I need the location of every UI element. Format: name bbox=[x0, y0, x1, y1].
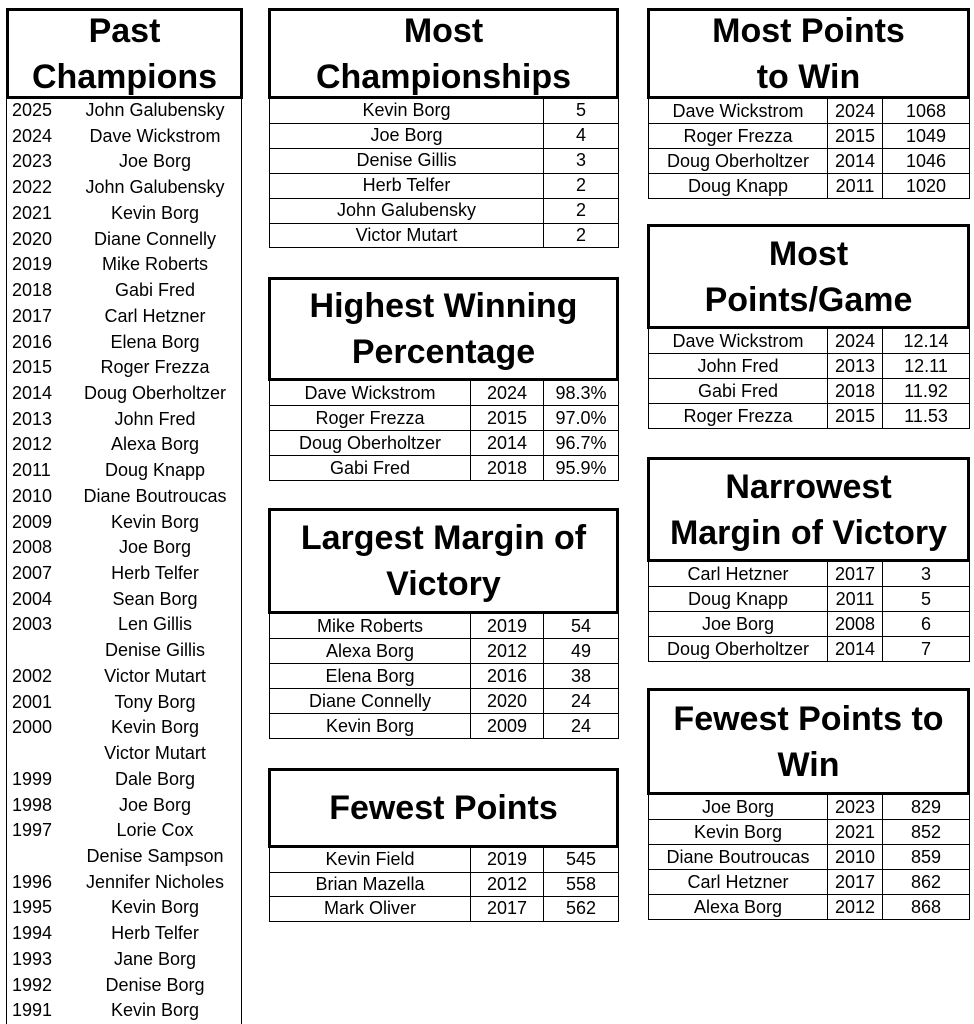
record-year-cell: 2018 bbox=[828, 379, 883, 404]
champion-row bbox=[7, 921, 241, 945]
record-row bbox=[270, 223, 619, 248]
champion-name: Dale Borg bbox=[114, 768, 196, 789]
record-name-cell: Doug Oberholtzer bbox=[270, 431, 471, 456]
record-name-cell: Roger Frezza bbox=[649, 124, 828, 149]
record-row bbox=[270, 689, 619, 714]
champion-year: 2010 bbox=[12, 485, 53, 506]
record-name-cell: Diane Connelly bbox=[270, 689, 471, 714]
record-row bbox=[649, 562, 970, 587]
highest-winning-percentage-table bbox=[269, 380, 619, 481]
record-row bbox=[270, 381, 619, 406]
champion-name: Diane Boutroucas bbox=[83, 485, 227, 506]
champion-name: Victor Mutart bbox=[104, 743, 206, 764]
record-name-cell: Carl Hetzner bbox=[649, 562, 828, 587]
champion-name: Denise Borg bbox=[105, 974, 205, 995]
most-points-to-win-table bbox=[648, 98, 970, 199]
record-year-cell: 2019 bbox=[471, 848, 544, 873]
record-year-cell: 2024 bbox=[828, 329, 883, 354]
champion-row bbox=[7, 612, 241, 636]
record-value-cell: 2 bbox=[544, 223, 619, 248]
champion-year: 2025 bbox=[12, 100, 53, 120]
record-year-cell: 2016 bbox=[471, 664, 544, 689]
champion-name: Joe Borg bbox=[118, 794, 192, 815]
champion-name: Kevin Borg bbox=[110, 897, 200, 918]
champion-year: 2021 bbox=[12, 202, 53, 223]
record-row bbox=[270, 714, 619, 739]
fewest-points-to-win-title-line1: Fewest Points to bbox=[673, 699, 944, 738]
champion-row bbox=[7, 793, 241, 817]
record-name-cell: Carl Hetzner bbox=[649, 870, 828, 895]
champion-row bbox=[7, 870, 241, 894]
record-value-cell: 24 bbox=[544, 689, 619, 714]
record-value-cell: 96.7% bbox=[544, 431, 619, 456]
record-value-cell: 4 bbox=[544, 123, 619, 148]
champion-name: Gabi Fred bbox=[114, 280, 196, 301]
record-name-cell: Gabi Fred bbox=[649, 379, 828, 404]
champion-row bbox=[7, 767, 241, 791]
record-row bbox=[270, 456, 619, 481]
champion-row bbox=[7, 407, 241, 431]
fewest-points-table bbox=[269, 847, 619, 922]
record-name-cell: Kevin Borg bbox=[270, 99, 544, 124]
champion-name: Joe Borg bbox=[118, 151, 192, 172]
champion-name: Diane Connelly bbox=[93, 228, 217, 249]
record-name-cell: Mike Roberts bbox=[270, 614, 471, 639]
champion-year: 2011 bbox=[12, 460, 51, 481]
most-points-per-game-title bbox=[647, 224, 970, 329]
champion-year: 2000 bbox=[12, 717, 53, 738]
champion-row bbox=[7, 432, 241, 456]
champion-year: 1993 bbox=[12, 948, 53, 969]
champion-name: Herb Telfer bbox=[111, 563, 199, 583]
record-row bbox=[649, 404, 970, 429]
champion-year: 2013 bbox=[12, 408, 53, 429]
record-value-cell: 868 bbox=[883, 895, 970, 920]
champion-year: 2001 bbox=[12, 691, 53, 712]
champion-year: 2020 bbox=[12, 228, 53, 249]
champion-row bbox=[7, 458, 241, 482]
champion-name: Roger Frezza bbox=[100, 357, 210, 378]
record-year-cell: 2014 bbox=[828, 149, 883, 174]
record-year-cell: 2011 bbox=[828, 587, 883, 612]
champion-year: 2014 bbox=[12, 382, 53, 403]
champion-row bbox=[7, 638, 241, 662]
record-name-cell: Kevin Borg bbox=[649, 820, 828, 845]
champion-year: 2012 bbox=[12, 434, 53, 455]
champion-name: Elena Borg bbox=[110, 331, 200, 352]
record-year-cell: 2024 bbox=[828, 99, 883, 124]
champion-year: 2018 bbox=[12, 280, 53, 301]
record-year-cell: 2021 bbox=[828, 820, 883, 845]
record-name-cell: Kevin Borg bbox=[270, 714, 471, 739]
record-name-cell: Roger Frezza bbox=[649, 404, 828, 429]
champion-year: 1997 bbox=[12, 820, 53, 841]
record-name-cell: Joe Borg bbox=[649, 795, 828, 820]
record-year-cell: 2017 bbox=[828, 870, 883, 895]
record-name-cell: Joe Borg bbox=[270, 123, 544, 148]
record-row bbox=[649, 870, 970, 895]
champion-name: Kevin Borg bbox=[110, 202, 200, 223]
champion-name: Jane Borg bbox=[113, 948, 197, 969]
most-championships-table bbox=[269, 98, 619, 248]
champion-year: 1991 bbox=[12, 1000, 53, 1021]
record-value-cell: 852 bbox=[883, 820, 970, 845]
champion-year: 1996 bbox=[12, 871, 53, 892]
fewest-points-title-line1: Fewest Points bbox=[329, 789, 558, 827]
record-row bbox=[270, 848, 619, 873]
champion-row bbox=[7, 973, 241, 997]
champion-year: 2009 bbox=[12, 511, 53, 532]
record-row bbox=[649, 149, 970, 174]
record-value-cell: 545 bbox=[544, 848, 619, 873]
champion-year: 2007 bbox=[12, 563, 53, 583]
record-value-cell: 829 bbox=[883, 795, 970, 820]
record-name-cell: Mark Oliver bbox=[270, 897, 471, 922]
record-value-cell: 95.9% bbox=[544, 456, 619, 481]
record-value-cell: 38 bbox=[544, 664, 619, 689]
record-value-cell: 859 bbox=[883, 845, 970, 870]
champion-row bbox=[7, 715, 241, 739]
record-name-cell: Elena Borg bbox=[270, 664, 471, 689]
record-name-cell: Doug Knapp bbox=[649, 174, 828, 199]
record-name-cell: Doug Oberholtzer bbox=[649, 149, 828, 174]
champion-year: 1992 bbox=[12, 974, 53, 995]
record-value-cell: 5 bbox=[883, 587, 970, 612]
record-year-cell: 2011 bbox=[828, 174, 883, 199]
record-row bbox=[649, 99, 970, 124]
record-name-cell: Kevin Field bbox=[270, 848, 471, 873]
champion-name: Lorie Cox bbox=[116, 820, 194, 841]
record-row bbox=[649, 795, 970, 820]
record-name-cell: Gabi Fred bbox=[270, 456, 471, 481]
record-value-cell: 1068 bbox=[883, 99, 970, 124]
record-year-cell: 2023 bbox=[828, 795, 883, 820]
record-year-cell: 2012 bbox=[471, 872, 544, 897]
record-value-cell: 558 bbox=[544, 872, 619, 897]
record-name-cell: Diane Boutroucas bbox=[649, 845, 828, 870]
largest-margin-title-line1: Largest Margin of bbox=[300, 519, 587, 557]
record-row bbox=[270, 198, 619, 223]
record-name-cell: Doug Oberholtzer bbox=[649, 637, 828, 662]
champion-name: Jennifer Nicholes bbox=[85, 871, 225, 892]
champion-name: Denise Gillis bbox=[104, 640, 206, 661]
record-value-cell: 1020 bbox=[883, 174, 970, 199]
champion-name: John Fred bbox=[114, 408, 196, 429]
record-row bbox=[270, 897, 619, 922]
champion-row bbox=[7, 510, 241, 534]
record-name-cell: Victor Mutart bbox=[270, 223, 544, 248]
record-value-cell: 97.0% bbox=[544, 406, 619, 431]
record-year-cell: 2009 bbox=[471, 714, 544, 739]
record-year-cell: 2017 bbox=[828, 562, 883, 587]
record-year-cell: 2014 bbox=[471, 431, 544, 456]
champion-name: Alexa Borg bbox=[110, 434, 200, 455]
record-year-cell: 2012 bbox=[828, 895, 883, 920]
champion-name: Carl Hetzner bbox=[104, 305, 206, 326]
narrowest-margin-title bbox=[647, 457, 970, 562]
record-year-cell: 2019 bbox=[471, 614, 544, 639]
record-year-cell: 2012 bbox=[471, 639, 544, 664]
record-row bbox=[649, 637, 970, 662]
champion-name: Herb Telfer bbox=[111, 923, 199, 944]
record-row bbox=[270, 614, 619, 639]
record-value-cell: 3 bbox=[544, 148, 619, 173]
record-row bbox=[270, 148, 619, 173]
narrowest-margin-table bbox=[648, 561, 970, 662]
champion-row bbox=[7, 304, 241, 328]
record-name-cell: Alexa Borg bbox=[649, 895, 828, 920]
record-row bbox=[649, 174, 970, 199]
highest-winning-percentage-title-line1: Highest Winning bbox=[309, 287, 578, 325]
most-championships-title-line1: Most bbox=[403, 11, 484, 50]
record-row bbox=[649, 379, 970, 404]
record-row bbox=[649, 354, 970, 379]
champion-row bbox=[7, 561, 241, 585]
record-value-cell: 1046 bbox=[883, 149, 970, 174]
record-row bbox=[649, 329, 970, 354]
past-champions-list bbox=[6, 97, 242, 1024]
past-champions-title bbox=[6, 8, 243, 99]
record-name-cell: John Galubensky bbox=[270, 198, 544, 223]
record-value-cell: 98.3% bbox=[544, 381, 619, 406]
fewest-points-title bbox=[268, 768, 619, 848]
most-points-per-game-title-line1: Most bbox=[768, 234, 849, 273]
record-row bbox=[270, 99, 619, 124]
champion-year: 2019 bbox=[12, 254, 53, 275]
champion-row bbox=[7, 330, 241, 354]
record-row bbox=[649, 895, 970, 920]
champion-row bbox=[7, 947, 241, 971]
record-year-cell: 2015 bbox=[828, 404, 883, 429]
record-year-cell: 2015 bbox=[471, 406, 544, 431]
champion-year: 1995 bbox=[12, 897, 53, 918]
champion-row bbox=[7, 741, 241, 765]
record-year-cell: 2015 bbox=[828, 124, 883, 149]
record-name-cell: Denise Gillis bbox=[270, 148, 544, 173]
record-value-cell: 1049 bbox=[883, 124, 970, 149]
champion-year: 2022 bbox=[12, 177, 53, 198]
champion-row bbox=[7, 381, 241, 405]
champion-year: 1999 bbox=[12, 768, 53, 789]
champion-year: 2024 bbox=[12, 125, 53, 146]
record-name-cell: Joe Borg bbox=[649, 612, 828, 637]
record-year-cell: 2014 bbox=[828, 637, 883, 662]
champion-year: 1998 bbox=[12, 794, 53, 815]
record-value-cell: 2 bbox=[544, 173, 619, 198]
champion-year: 2017 bbox=[12, 305, 53, 326]
record-name-cell: Dave Wickstrom bbox=[649, 329, 828, 354]
most-points-to-win-title-line1: Most Points bbox=[712, 11, 905, 50]
fewest-points-to-win-table bbox=[648, 794, 970, 920]
fewest-points-to-win-title-line2: Win bbox=[777, 745, 840, 784]
record-name-cell: John Fred bbox=[649, 354, 828, 379]
record-name-cell: Dave Wickstrom bbox=[270, 381, 471, 406]
record-row bbox=[270, 406, 619, 431]
champion-row bbox=[7, 690, 241, 714]
champion-row bbox=[7, 201, 241, 225]
record-year-cell: 2008 bbox=[828, 612, 883, 637]
champion-row bbox=[7, 535, 241, 559]
record-name-cell: Doug Knapp bbox=[649, 587, 828, 612]
record-row bbox=[649, 845, 970, 870]
champion-row bbox=[7, 252, 241, 276]
record-name-cell: Alexa Borg bbox=[270, 639, 471, 664]
record-row bbox=[270, 431, 619, 456]
largest-margin-table bbox=[269, 613, 619, 739]
champion-row bbox=[7, 587, 241, 611]
record-value-cell: 3 bbox=[883, 562, 970, 587]
record-value-cell: 11.92 bbox=[883, 379, 970, 404]
champion-name: Kevin Borg bbox=[110, 1000, 200, 1021]
record-value-cell: 2 bbox=[544, 198, 619, 223]
record-value-cell: 54 bbox=[544, 614, 619, 639]
most-points-per-game-title-line2: Points/Game bbox=[704, 280, 913, 319]
record-name-cell: Herb Telfer bbox=[270, 173, 544, 198]
champion-year: 2023 bbox=[12, 151, 53, 172]
record-row bbox=[649, 124, 970, 149]
champion-row bbox=[7, 149, 241, 173]
past-champions-title-line2: Champions bbox=[31, 57, 218, 96]
champion-row bbox=[7, 175, 241, 199]
record-row bbox=[649, 587, 970, 612]
champion-row bbox=[7, 664, 241, 688]
record-value-cell: 12.14 bbox=[883, 329, 970, 354]
most-points-per-game-table bbox=[648, 328, 970, 429]
record-year-cell: 2020 bbox=[471, 689, 544, 714]
champion-row bbox=[7, 484, 241, 508]
champion-row bbox=[7, 98, 241, 122]
champion-name: Dave Wickstrom bbox=[89, 125, 221, 146]
record-value-cell: 862 bbox=[883, 870, 970, 895]
champion-name: Sean Borg bbox=[112, 588, 198, 609]
highest-winning-percentage-title-line2: Percentage bbox=[351, 333, 536, 371]
champion-year: 2003 bbox=[12, 614, 53, 635]
record-row bbox=[270, 872, 619, 897]
champion-name: Doug Oberholtzer bbox=[83, 382, 227, 403]
record-value-cell: 49 bbox=[544, 639, 619, 664]
narrowest-margin-title-line1: Narrowest bbox=[725, 467, 892, 506]
champion-row bbox=[7, 998, 241, 1022]
record-year-cell: 2013 bbox=[828, 354, 883, 379]
record-row bbox=[649, 820, 970, 845]
champion-row bbox=[7, 355, 241, 379]
champion-year: 2016 bbox=[12, 331, 53, 352]
champion-row bbox=[7, 124, 241, 148]
champion-name: Mike Roberts bbox=[101, 254, 209, 275]
champion-row bbox=[7, 844, 241, 868]
record-year-cell: 2018 bbox=[471, 456, 544, 481]
champion-year: 2004 bbox=[12, 588, 53, 609]
champion-year: 2008 bbox=[12, 537, 53, 558]
record-value-cell: 562 bbox=[544, 897, 619, 922]
champion-row bbox=[7, 227, 241, 251]
record-row bbox=[270, 173, 619, 198]
highest-winning-percentage-title bbox=[268, 277, 619, 381]
most-points-to-win-title-line2: to Win bbox=[756, 57, 861, 96]
record-value-cell: 11.53 bbox=[883, 404, 970, 429]
champion-name: Victor Mutart bbox=[104, 665, 206, 686]
champion-name: Tony Borg bbox=[114, 691, 196, 712]
champion-name: Len Gillis bbox=[117, 614, 193, 635]
champion-row bbox=[7, 895, 241, 919]
champion-name: Denise Sampson bbox=[86, 845, 224, 866]
champion-year: 1994 bbox=[12, 923, 53, 944]
champion-year: 2015 bbox=[12, 357, 53, 378]
record-value-cell: 6 bbox=[883, 612, 970, 637]
record-value-cell: 7 bbox=[883, 637, 970, 662]
most-points-to-win-title bbox=[647, 8, 970, 99]
champion-name: John Galubensky bbox=[85, 100, 225, 120]
most-championships-title-line2: Championships bbox=[315, 57, 572, 96]
champion-name: Kevin Borg bbox=[110, 717, 200, 738]
past-champions-title-line1: Past bbox=[88, 11, 161, 50]
record-row bbox=[649, 612, 970, 637]
record-value-cell: 12.11 bbox=[883, 354, 970, 379]
record-row bbox=[270, 123, 619, 148]
record-year-cell: 2017 bbox=[471, 897, 544, 922]
record-name-cell: Roger Frezza bbox=[270, 406, 471, 431]
champion-name: Joe Borg bbox=[118, 537, 192, 558]
record-year-cell: 2024 bbox=[471, 381, 544, 406]
record-name-cell: Brian Mazella bbox=[270, 872, 471, 897]
fewest-points-to-win-title bbox=[647, 688, 970, 795]
most-championships-title bbox=[268, 8, 619, 99]
record-value-cell: 5 bbox=[544, 99, 619, 124]
record-row bbox=[270, 664, 619, 689]
record-row bbox=[270, 639, 619, 664]
champion-name: John Galubensky bbox=[85, 177, 225, 198]
record-name-cell: Dave Wickstrom bbox=[649, 99, 828, 124]
champion-row bbox=[7, 278, 241, 302]
champion-row bbox=[7, 818, 241, 842]
record-year-cell: 2010 bbox=[828, 845, 883, 870]
largest-margin-title-line2: Victory bbox=[386, 565, 501, 603]
record-value-cell: 24 bbox=[544, 714, 619, 739]
champion-year: 2002 bbox=[12, 665, 53, 686]
largest-margin-title bbox=[268, 508, 619, 614]
champion-name: Kevin Borg bbox=[110, 511, 200, 532]
narrowest-margin-title-line2: Margin of Victory bbox=[669, 513, 948, 552]
champion-name: Doug Knapp bbox=[104, 460, 206, 481]
